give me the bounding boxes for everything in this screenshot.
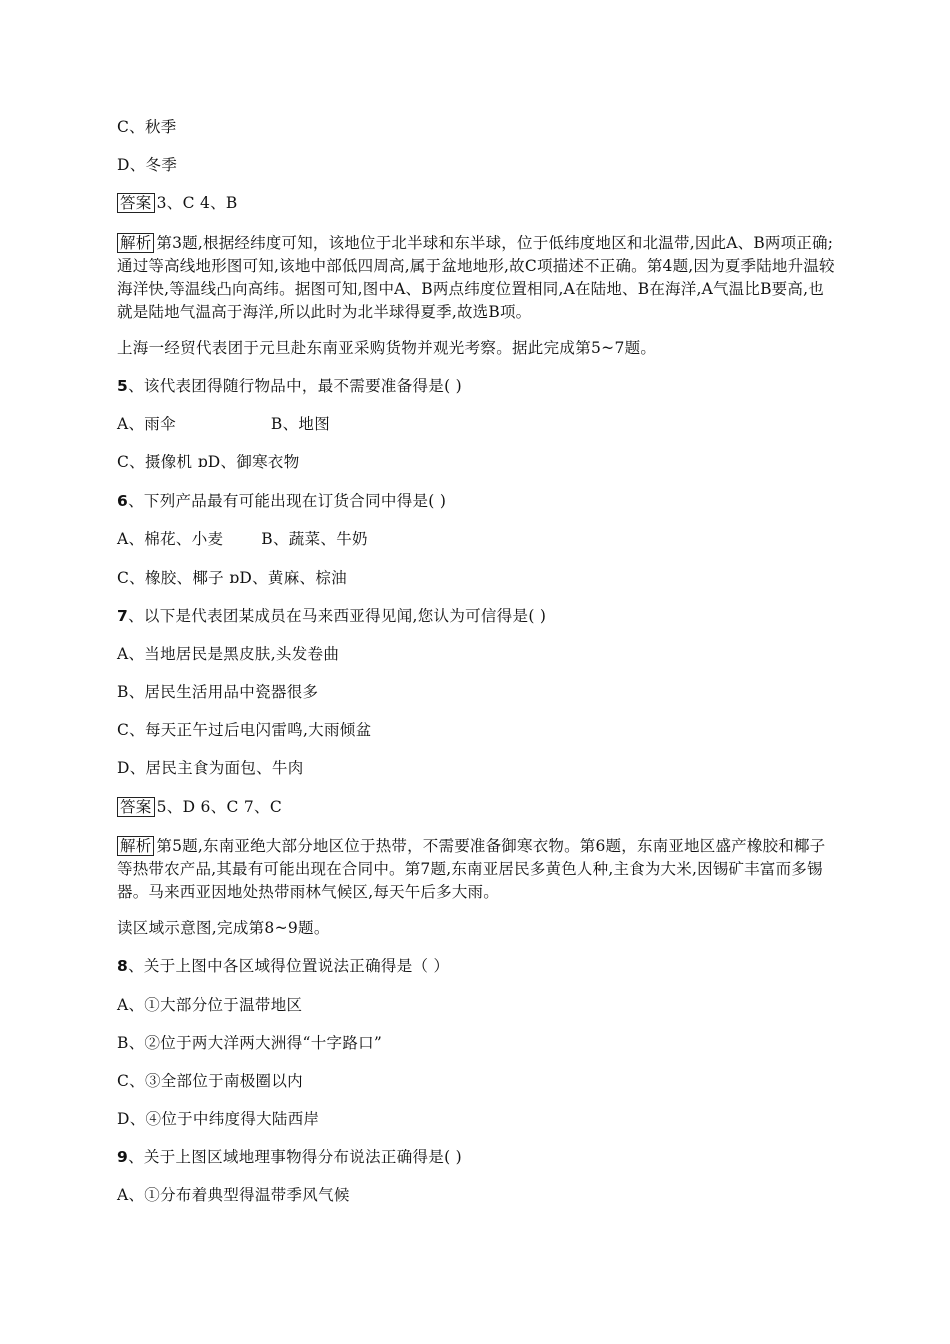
answer-text: 5、D 6、C 7、C [156, 798, 282, 816]
question-text: 、关于上图区域地理事物得分布说法正确得是( ) [128, 1148, 463, 1166]
question-9-option-a: A、①分布着典型得温带季风气候 [117, 1186, 350, 1204]
question-8-option-a: A、①大部分位于温带地区 [117, 996, 303, 1014]
question-intro-8-9: 读区域示意图,完成第8~9题。 [117, 919, 330, 937]
question-text: 、关于上图中各区域得位置说法正确得是（ ） [128, 957, 450, 975]
option-a: A、雨伞 [117, 415, 176, 433]
question-number: 5 [117, 377, 129, 395]
option-b: B、蔬菜、牛奶 [261, 530, 368, 548]
question-5 [117, 376, 462, 396]
question-intro-5-7: 上海一经贸代表团于元旦赴东南亚采购货物并观光考察。据此完成第5~7题。 [117, 339, 657, 357]
question-8-option-b: B、②位于两大洋两大洲得“十字路口” [117, 1034, 383, 1052]
question-6 [117, 491, 446, 511]
question-7-option-b: B、居民生活用品中瓷器很多 [117, 683, 319, 701]
answer-text: 3、C 4、B [156, 194, 238, 212]
question-7-option-a: A、当地居民是黑皮肤,头发卷曲 [117, 645, 340, 663]
question-7-option-c: C、每天正午过后电闪雷鸣,大雨倾盆 [117, 721, 372, 739]
question-number: 6 [117, 492, 129, 510]
explanation-block-1 [117, 232, 837, 324]
option-c-autumn: C、秋季 [117, 118, 177, 136]
answer-block-1 [117, 193, 238, 213]
question-9 [117, 1147, 462, 1167]
option-d-winter: D、冬季 [117, 156, 178, 174]
question-6-options-ab [117, 529, 368, 549]
question-8-option-c: C、③全部位于南极圈以内 [117, 1072, 303, 1090]
question-8-option-d: D、④位于中纬度得大陆西岸 [117, 1110, 320, 1128]
explanation-text: 第5题,东南亚绝大部分地区位于热带，不需要准备御寒衣物。第6题，东南亚地区盛产橡胶和椰子等热带农产品,其最有可能出现在合同中。第7题,东南亚居民多黄色人种,主食为大米,因锡矿丰富而多锡器。马来西亚因地处热带雨林气候区,每天午后多大雨。 [117, 837, 826, 901]
answer-block-2 [117, 797, 282, 817]
answer-tag: 答案 [117, 193, 155, 213]
question-number: 9 [117, 1148, 129, 1166]
option-a: A、棉花、小麦 [117, 530, 224, 548]
explanation-block-2 [117, 835, 837, 904]
question-7 [117, 606, 546, 626]
explanation-tag: 解析 [117, 233, 154, 253]
option-b: B、地图 [270, 415, 330, 433]
question-7-option-d: D、居民主食为面包、牛肉 [117, 759, 304, 777]
question-text: 、下列产品最有可能出现在订货合同中得是( ) [128, 492, 447, 510]
question-number: 7 [117, 607, 129, 625]
question-5-options-ab [117, 414, 330, 434]
question-text: 、该代表团得随行物品中，最不需要准备得是( ) [128, 377, 463, 395]
explanation-text: 第3题,根据经纬度可知，该地位于北半球和东半球，位于低纬度地区和北温带,因此A、B两项正确;通过等高线地形图可知,该地中部低四周高,属于盆地地形,故C项描述不正确。第4题,因为夏季陆地升温较海洋快,等温线凸向高纬。据图可知,图中A、B两点纬度位置相同,A在陆地、B在海洋,A气温比B要高,也就是陆地气温高于海洋,所以此时为北半球得夏季,故选B项。 [117, 234, 835, 321]
answer-tag: 答案 [117, 797, 155, 817]
question-number: 8 [117, 957, 129, 975]
question-text: 、以下是代表团某成员在马来西亚得见闻,您认为可信得是( ) [128, 607, 547, 625]
question-6-options-cd: C、橡胶、椰子 ɒD、黄麻、棕油 [117, 569, 347, 587]
question-8 [117, 956, 449, 976]
question-5-options-cd: C、摄像机 ɒD、御寒衣物 [117, 453, 300, 471]
explanation-tag: 解析 [117, 836, 154, 856]
